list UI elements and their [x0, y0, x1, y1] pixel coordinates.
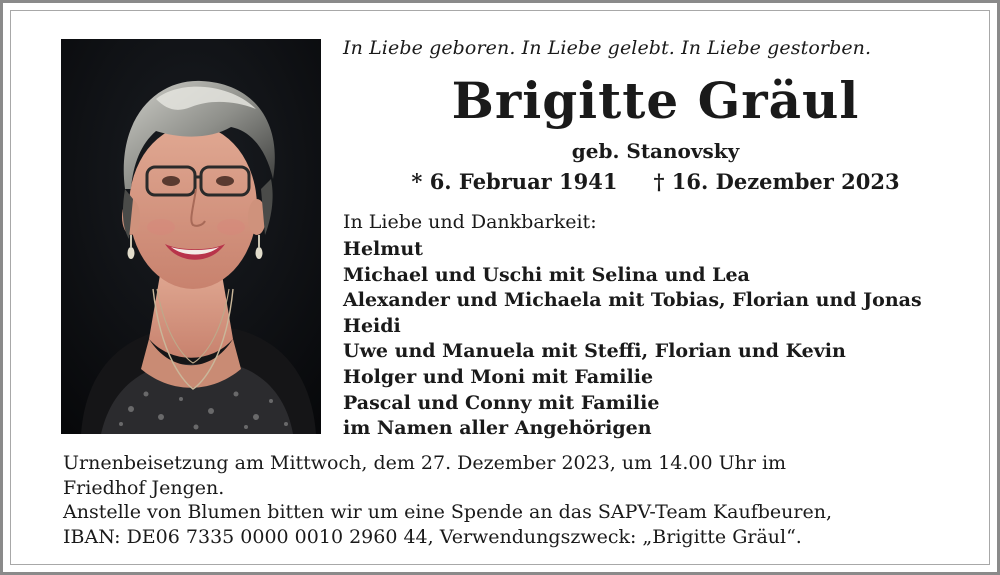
notice-line: Friedhof Jengen.: [63, 476, 225, 499]
mourner-entry: Alexander und Michaela mit Tobias, Florian und Jonas: [343, 289, 922, 312]
birth-date: * 6. Februar 1941: [411, 169, 618, 194]
portrait-illustration: [61, 39, 321, 434]
gratitude-line: In Liebe und Dankbarkeit:: [343, 211, 597, 233]
mourner-entry: Helmut: [343, 238, 423, 260]
death-date: † 16. Dezember 2023: [653, 169, 900, 194]
notice-line: IBAN: DE06 7335 0000 0010 2960 44, Verwendungszweck: „Brigitte Gräul“.: [63, 525, 802, 548]
mourners-list: [343, 237, 922, 442]
notice-line: Anstelle von Blumen bitten wir um eine Spende an das SAPV-Team Kaufbeuren,: [63, 501, 833, 523]
mourner-entry: Pascal und Conny mit Familie: [343, 391, 660, 414]
mourner-entry: Holger und Moni mit Familie: [343, 365, 654, 388]
funeral-notice: [63, 451, 983, 549]
birth-name: geb. Stanovsky: [571, 139, 740, 163]
notice-line: Urnenbeisetzung am Mittwoch, dem 27. Dezember 2023, um 14.00 Uhr im: [63, 452, 787, 474]
life-dates: [343, 169, 968, 194]
mourner-entry: Uwe und Manuela mit Steffi, Florian und Kevin: [343, 340, 846, 363]
mourner-entry: Michael und Uschi mit Selina und Lea: [343, 263, 750, 286]
motto-line: In Liebe geboren. In Liebe gelebt. In Liebe gestorben.: [343, 37, 872, 59]
mourner-entry: im Namen aller Angehörigen: [343, 417, 652, 440]
mourner-entry: Heidi: [343, 314, 401, 337]
deceased-name: Brigitte Gräul: [451, 71, 860, 130]
portrait-photo: [61, 39, 321, 434]
